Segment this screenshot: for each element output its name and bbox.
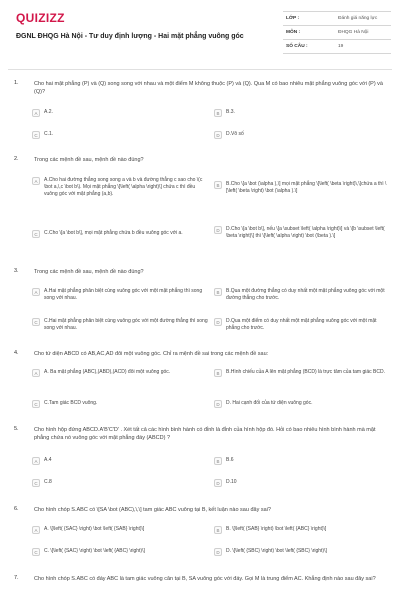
- option-text: C.1.: [44, 131, 54, 137]
- option-b[interactable]: [214, 369, 390, 377]
- option-b[interactable]: [214, 526, 390, 534]
- quizizz-logo: QUIZIZZ: [16, 11, 65, 25]
- option-letter-badge: A: [32, 457, 40, 465]
- question-number: 4.: [14, 350, 19, 356]
- meta-row-count: [283, 40, 391, 54]
- question-number: 6.: [14, 506, 19, 512]
- meta-key: MÔN :: [283, 26, 338, 40]
- option-a[interactable]: [32, 109, 212, 117]
- question-text: Cho hình hộp đứng ABCD.A'B'C'D' . Xét tất cả các hình bình hành có đỉnh là đỉnh của hình hộp đó. Hỏi có bao nhiêu hình bình hành mà mặt phẳng chứa nó vuông góc với mặt phẳng đáy (ABCD) ?: [34, 427, 376, 441]
- option-text: B.6: [226, 457, 234, 463]
- question-text: Trong các mệnh đề sau, mệnh đề nào đúng?: [34, 269, 144, 275]
- option-text: D.Vô số: [226, 131, 244, 137]
- option-text: C.Tam giác BCD vuông.: [44, 400, 98, 406]
- option-text: C.8: [44, 479, 52, 485]
- option-letter-badge: B: [214, 181, 222, 189]
- meta-value: 19: [338, 40, 391, 54]
- option-text: D.Qua một điểm có duy nhất một mặt phẳng vuông góc với một mặt phẳng cho trước.: [226, 318, 377, 331]
- option-d[interactable]: [214, 131, 390, 139]
- option-letter-badge: C: [32, 400, 40, 408]
- option-c[interactable]: [32, 548, 212, 556]
- option-text: A.4: [44, 457, 52, 463]
- option-c[interactable]: [32, 400, 212, 408]
- option-a[interactable]: [32, 457, 212, 465]
- option-d[interactable]: [214, 479, 390, 487]
- option-letter-badge: D: [214, 318, 222, 326]
- option-a[interactable]: [32, 177, 212, 198]
- question-text: Cho hình chóp S.ABC có \[SA \bot (ABC),\,\] tam giác ABC vuông tại B, kết luận nào sau đây sai?: [34, 507, 271, 513]
- option-letter-badge: B: [214, 109, 222, 117]
- option-text: D.Cho \[a \bot b\], nếu \[a \subset \left( \alpha \right)\] và \[b \subset \left( \beta \right)\] thì \[\left( \alpha \right) \bot (\beta ).\]: [226, 226, 385, 239]
- option-text: A. Ba mặt phẳng (ABC),(ABD),(ACD) đôi một vuông góc.: [44, 369, 171, 375]
- worksheet-title: ĐGNL ĐHQG Hà Nội - Tư duy định lượng - Hai mặt phẳng vuông góc: [16, 33, 244, 40]
- worksheet-header: [0, 0, 400, 70]
- question-text: Cho hình chóp S.ABC có đáy ABC là tam giác vuông cân tại B, SA vuông góc với đáy. Gọi M là trung điểm AC. Khẳng định nào sau đây sai?: [34, 576, 376, 582]
- option-text: C.Hai mặt phẳng phân biệt cùng vuông góc với một đường thẳng thì song song với nhau.: [44, 318, 208, 331]
- option-letter-badge: D: [214, 400, 222, 408]
- option-b[interactable]: [214, 109, 390, 117]
- option-text: D. \[\left( {SBC} \right) \bot \left( {SBC} \right)\]: [226, 548, 327, 554]
- option-d[interactable]: [214, 400, 390, 408]
- meta-row-class: [283, 12, 391, 26]
- option-letter-badge: B: [214, 288, 222, 296]
- meta-row-subject: [283, 26, 391, 40]
- option-text: C. \[\left( {SAC} \right) \bot \left( {ABC} \right)\]: [44, 548, 145, 554]
- option-text: A.2.: [44, 109, 53, 115]
- option-d[interactable]: [214, 226, 390, 240]
- option-text: A.Hai mặt phẳng phân biệt cùng vuông góc với một mặt phẳng thì song song với nhau.: [44, 288, 203, 301]
- option-letter-badge: A: [32, 369, 40, 377]
- option-letter-badge: C: [32, 479, 40, 487]
- meta-value: ĐHQG Hà Nội: [338, 26, 391, 40]
- option-text: B.3.: [226, 109, 235, 115]
- option-a[interactable]: [32, 526, 212, 534]
- meta-key: SỐ CÂU :: [283, 40, 338, 54]
- option-text: D. Hai cạnh đối của tứ diện vuông góc.: [226, 400, 313, 406]
- option-a[interactable]: [32, 369, 212, 377]
- option-a[interactable]: [32, 288, 212, 302]
- question-number: 1.: [14, 80, 19, 86]
- option-c[interactable]: [32, 131, 212, 139]
- option-text: B.Qua một đường thẳng có duy nhất một mặt phẳng vuông góc với một đường thẳng cho trước.: [226, 288, 385, 301]
- option-letter-badge: A: [32, 109, 40, 117]
- question-text: Trong các mệnh đề sau, mệnh đề nào đúng?: [34, 157, 144, 163]
- option-letter-badge: A: [32, 177, 40, 185]
- option-c[interactable]: [32, 318, 212, 332]
- option-letter-badge: C: [32, 131, 40, 139]
- option-b[interactable]: [214, 457, 390, 465]
- option-b[interactable]: [214, 288, 390, 302]
- option-letter-badge: B: [214, 457, 222, 465]
- option-text: A.Cho hai đường thẳng song song a và b và đường thẳng c sao cho \(c \bot a,\,c \bot b\). Mọi mặt phẳng \[\left( \alpha \right)\] chứa c thì đều vuông góc với mặt phẳng (a,b).: [44, 177, 203, 197]
- meta-key: LỚP :: [283, 12, 338, 26]
- option-letter-badge: D: [214, 226, 222, 234]
- question-number: 7.: [14, 575, 19, 581]
- option-c[interactable]: [32, 230, 212, 238]
- option-letter-badge: A: [32, 526, 40, 534]
- option-text: B.Cho \[a \bot (\alpha ),\] mọi mặt phẳng \[\left( \beta \right)\,\]chứa a thì \[\left( \beta \right) \bot (\alpha ).\]: [226, 181, 387, 194]
- question-text: Cho hai mặt phẳng (P) và (Q) song song với nhau và một điểm M không thuộc (P) và (Q). Qua M có bao nhiêu mặt phẳng vuông góc với (P) và (Q)?: [34, 81, 383, 95]
- option-text: D.10: [226, 479, 237, 485]
- option-letter-badge: D: [214, 479, 222, 487]
- question-number: 5.: [14, 426, 19, 432]
- header-divider: [8, 69, 392, 70]
- worksheet-meta-table: [283, 11, 391, 54]
- option-letter-badge: D: [214, 548, 222, 556]
- option-letter-badge: B: [214, 369, 222, 377]
- option-c[interactable]: [32, 479, 212, 487]
- option-text: A. \[\left( {SAC} \right) \bot \left( {SAB} \right)\]: [44, 526, 145, 532]
- option-letter-badge: C: [32, 548, 40, 556]
- option-d[interactable]: [214, 318, 390, 332]
- question-text: Cho tứ diện ABCD có AB,AC,AD đôi một vuông góc. Chỉ ra mệnh đề sai trong các mệnh đề sau:: [34, 351, 269, 357]
- option-letter-badge: A: [32, 288, 40, 296]
- option-text: B.Hình chiếu của A lên mặt phẳng (BCD) là trực tâm của tam giác BCD.: [226, 369, 385, 375]
- option-letter-badge: B: [214, 526, 222, 534]
- option-b[interactable]: [214, 181, 390, 195]
- option-letter-badge: C: [32, 318, 40, 326]
- question-number: 3.: [14, 268, 19, 274]
- option-d[interactable]: [214, 548, 390, 556]
- option-letter-badge: D: [214, 131, 222, 139]
- meta-value: Đánh giá năng lực: [338, 12, 391, 26]
- option-text: B. \[\left( {SAB} \right) \bot \left( {ABC} \right)\]: [226, 526, 327, 532]
- option-text: C.Cho \[a \bot b\], mọi mặt phẳng chứa b đều vuông góc với a.: [44, 230, 183, 236]
- question-number: 2.: [14, 156, 19, 162]
- option-letter-badge: C: [32, 230, 40, 238]
